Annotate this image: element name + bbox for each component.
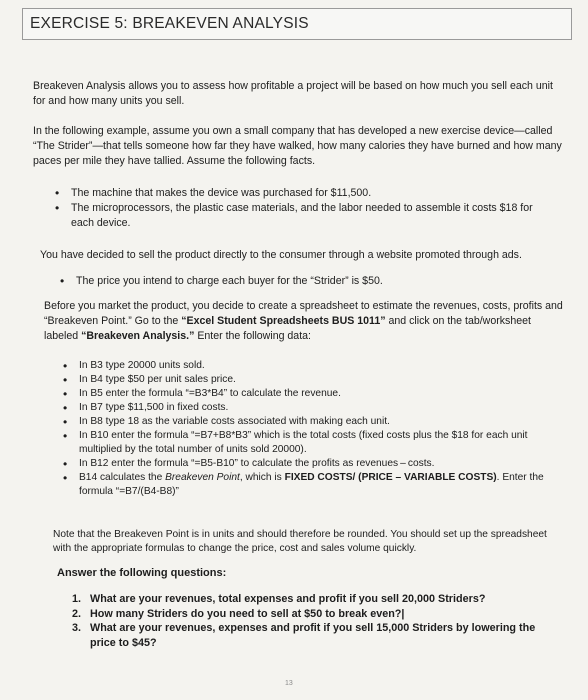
exercise-header [22, 8, 572, 40]
worksheet-name: “Breakeven Analysis.” [81, 330, 195, 342]
price-list [58, 274, 558, 289]
decision-paragraph: You have decided to sell the product directly to the consumer through a website promoted through ads. [40, 249, 522, 261]
list-item: • The microprocessors, the plastic case materials, and the labor needed to assemble it costs $18 for each device. [53, 201, 558, 231]
question-item [72, 621, 537, 650]
question-number: 1. [72, 593, 82, 605]
list-item: • In B12 enter the formula “=B5-B10” to calculate the profits as revenues – costs. [61, 457, 546, 471]
page-number: 13 [285, 680, 293, 687]
page-title: EXERCISE 5: BREAKEVEN ANALYSIS [30, 15, 309, 32]
steps-list [61, 359, 546, 499]
list-item: • The price you intend to charge each buyer for the “Strider” is $50. [58, 274, 558, 289]
step-italic: Breakeven Point [165, 472, 240, 483]
question-text: What are your revenues, expenses and profit if you sell 15,000 Striders by lowering the price to $45? [90, 622, 536, 649]
list-item: • The machine that makes the device was purchased for $11,500. [53, 186, 558, 201]
list-item: • In B3 type 20000 units sold. [61, 359, 546, 373]
list-item [61, 471, 546, 499]
spreadsheet-text: Enter the following data: [194, 330, 311, 342]
example-paragraph: In the following example, assume you own a small company that has developed a new exercise device—called “The Strider”—that tells someone how far they have walked, how many calories they have burned and how many paces per mile they have tallied. Assume the following facts. [33, 125, 562, 167]
question-item [72, 607, 537, 622]
list-item: • In B10 enter the formula “=B7+B8*B3” which is the total costs (fixed costs plus the $18 for each unit multiplied by the total number of units sold 20000). [61, 429, 546, 457]
answer-heading: Answer the following questions: [57, 567, 227, 579]
facts-list [53, 186, 558, 231]
questions-list [72, 592, 537, 650]
question-text: What are your revenues, total expenses and profit if you sell 20,000 Striders? [90, 593, 486, 605]
list-item: • In B7 type $11,500 in fixed costs. [61, 401, 546, 415]
spreadsheet-filename: “Excel Student Spreadsheets BUS 1011” [181, 315, 386, 327]
list-item: • In B5 enter the formula “=B3*B4” to calculate the revenue. [61, 387, 546, 401]
step-text: , which is [239, 472, 285, 483]
list-item: • In B8 type 18 as the variable costs associated with making each unit. [61, 415, 546, 429]
question-number: 2. [72, 607, 82, 620]
list-item: • In B4 type $50 per unit sales price. [61, 373, 546, 387]
spreadsheet-text: Before you market the product, you decide to create a spreadsheet to estimate the revenues, costs, profits and “Breakeven Point.” Go to the [44, 300, 563, 327]
spreadsheet-paragraph [44, 299, 564, 344]
step-text: . Enter the formula “=B7/(B4-B8)” [79, 472, 544, 497]
spreadsheet-text: and click on the tab/worksheet labeled [44, 315, 531, 342]
step-text: B14 calculates the [79, 472, 166, 483]
question-number: 3. [72, 622, 82, 634]
question-item [72, 592, 537, 607]
step-formula-bold: FIXED COSTS/ (PRICE – VARIABLE COSTS) [284, 472, 497, 483]
note-paragraph: Note that the Breakeven Point is in units and should therefore be rounded. You should set up the spreadsheet with the appropriate formulas to change the price, cost and sales volume quickly. [53, 529, 547, 554]
question-text: How many Striders do you need to sell at $50 to break even?| [90, 607, 405, 620]
intro-paragraph: Breakeven Analysis allows you to assess how profitable a project will be based on how much you sell each unit for and how many units you sell. [33, 80, 553, 107]
